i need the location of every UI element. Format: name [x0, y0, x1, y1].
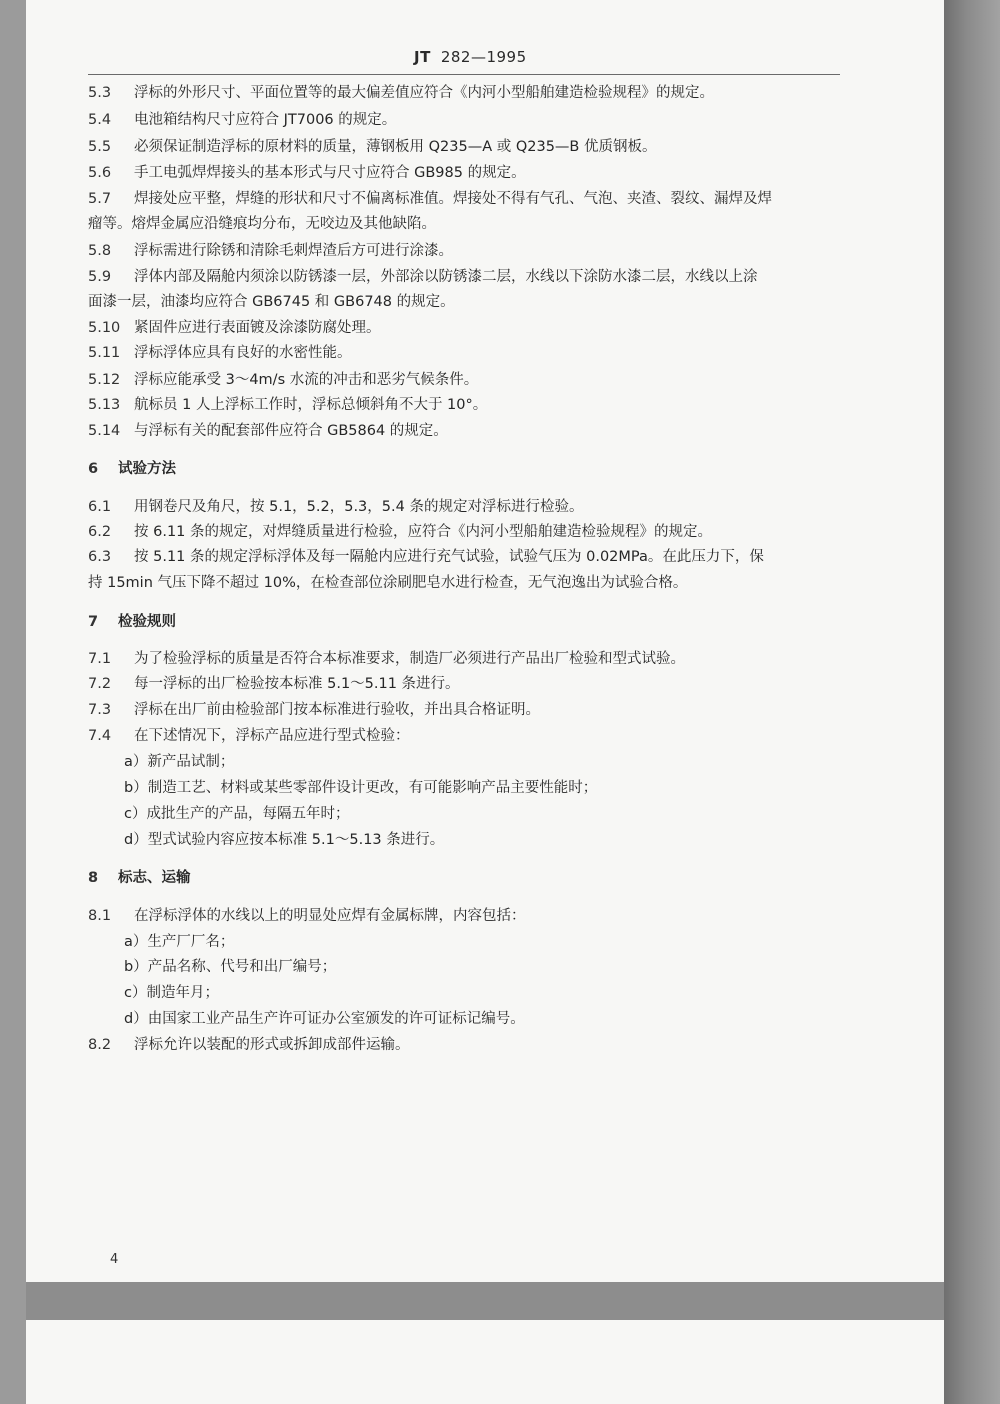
- clause-number: 5.3: [88, 85, 112, 101]
- clause-text: c）制造年月；: [124, 985, 219, 1001]
- clause-line: [88, 343, 352, 363]
- page-number: 4: [110, 1252, 119, 1267]
- clause-number: 5.13: [88, 397, 121, 413]
- clause-line: [88, 267, 758, 287]
- list-item: [124, 778, 597, 798]
- clause-line: [88, 137, 656, 157]
- clause-line: [88, 906, 526, 926]
- clause-text: 按 6.11 条的规定，对焊缝质量进行检验，应符合《内河小型船舶建造检验规程》的规定。: [134, 524, 712, 540]
- clause-line: [88, 674, 460, 694]
- clause-line: [88, 241, 453, 261]
- clause-number: 5.11: [88, 345, 121, 361]
- section-heading: [88, 612, 176, 632]
- clause-text: 与浮标有关的配套部件应符合 GB5864 的规定。: [134, 423, 448, 439]
- clause-number: 6: [88, 461, 99, 477]
- clause-text: 紧固件应进行表面镀及涂漆防腐处理。: [134, 320, 381, 336]
- clause-text: a）新产品试制；: [124, 754, 235, 770]
- clause-text: 标志、运输: [118, 870, 191, 886]
- clause-number: 7.3: [88, 702, 112, 718]
- clause-line: [88, 1035, 410, 1055]
- clause-line: [88, 700, 540, 720]
- clause-number: 7: [88, 614, 99, 630]
- clause-number: 5.10: [88, 320, 121, 336]
- clause-number: 5.8: [88, 243, 112, 259]
- list-item: [124, 830, 444, 850]
- clause-number: 7.4: [88, 728, 112, 744]
- list-item: [124, 932, 234, 952]
- list-item: [124, 1009, 525, 1029]
- clause-line: [88, 318, 381, 338]
- clause-number: 5.5: [88, 139, 112, 155]
- clause-text: d）由国家工业产品生产许可证办公室颁发的许可证标记编号。: [124, 1011, 525, 1027]
- header-rule: [88, 74, 840, 75]
- list-item: [124, 804, 349, 824]
- clause-number: 8.2: [88, 1037, 112, 1053]
- clause-text: 浮标需进行除锈和清除毛刺焊渣后方可进行涂漆。: [134, 243, 453, 259]
- clause-text: 面漆一层，油漆均应符合 GB6745 和 GB6748 的规定。: [88, 294, 455, 310]
- clause-text: 浮标在出厂前由检验部门按本标准进行验收，并出具合格证明。: [134, 702, 540, 718]
- clause-line: [88, 497, 583, 517]
- list-item: [124, 752, 234, 772]
- clause-line: [88, 421, 448, 441]
- clause-text: 手工电弧焊焊接头的基本形式与尺寸应符合 GB985 的规定。: [134, 165, 526, 181]
- clause-text: 试验方法: [118, 461, 176, 477]
- header-number: 282—1995: [440, 48, 527, 66]
- clause-text: c）成批生产的产品，每隔五年时；: [124, 806, 350, 822]
- clause-text: 在下述情况下，浮标产品应进行型式检验：: [134, 728, 410, 744]
- clause-number: 5.4: [88, 112, 112, 128]
- clause-text: 每一浮标的出厂检验按本标准 5.1～5.11 条进行。: [134, 676, 460, 692]
- clause-number: 5.12: [88, 372, 121, 388]
- clause-number: 5.14: [88, 423, 121, 439]
- clause-line: [88, 370, 478, 390]
- clause-text: 在浮标浮体的水线以上的明显处应焊有金属标牌，内容包括：: [134, 908, 526, 924]
- clause-line: [88, 292, 455, 312]
- clause-text: 必须保证制造浮标的原材料的质量，薄钢板用 Q235—A 或 Q235—B 优质钢板。: [134, 139, 657, 155]
- clause-number: 7.2: [88, 676, 112, 692]
- header-code: JT: [414, 48, 431, 66]
- next-page-preview: [26, 1320, 944, 1404]
- clause-text: 瘤等。熔焊金属应沿缝痕均分布，无咬边及其他缺陷。: [88, 216, 436, 232]
- clause-number: 5.9: [88, 269, 112, 285]
- clause-text: 电池箱结构尺寸应符合 JT7006 的规定。: [134, 112, 397, 128]
- page-header: [414, 48, 527, 66]
- clause-line: [88, 214, 436, 234]
- clause-line: [88, 547, 764, 567]
- viewer-scroll-gutter[interactable]: [944, 0, 1000, 1404]
- section-heading: [88, 868, 191, 888]
- clause-number: 6.3: [88, 549, 112, 565]
- clause-number: 5.7: [88, 191, 112, 207]
- clause-number: 6.2: [88, 524, 112, 540]
- clause-text: 航标员 1 人上浮标工作时，浮标总倾斜角不大于 10°。: [134, 397, 488, 413]
- clause-number: 8.1: [88, 908, 112, 924]
- clause-text: d）型式试验内容应按本标准 5.1～5.13 条进行。: [124, 832, 445, 848]
- clause-text: 浮标浮体应具有良好的水密性能。: [134, 345, 352, 361]
- clause-line: [88, 395, 487, 415]
- clause-line: [88, 726, 410, 746]
- clause-number: 8: [88, 870, 99, 886]
- clause-text: 浮标允许以装配的形式或拆卸成部件运输。: [134, 1037, 410, 1053]
- clause-line: [88, 522, 712, 542]
- clause-text: a）生产厂厂名；: [124, 934, 235, 950]
- clause-line: [88, 163, 526, 183]
- clause-text: 浮标应能承受 3～4m/s 水流的冲击和恶劣气候条件。: [134, 372, 479, 388]
- clause-text: 用钢卷尺及角尺，按 5.1，5.2，5.3，5.4 条的规定对浮标进行检验。: [134, 499, 584, 515]
- clause-line: [88, 189, 772, 209]
- clause-number: 7.1: [88, 651, 112, 667]
- section-heading: [88, 459, 176, 479]
- clause-text: 浮体内部及隔舱内须涂以防锈漆一层，外部涂以防锈漆二层，水线以下涂防水漆二层，水线以上涂: [134, 269, 758, 285]
- clause-text: 浮标的外形尺寸、平面位置等的最大偏差值应符合《内河小型船舶建造检验规程》的规定。: [134, 85, 714, 101]
- viewer-left-margin: [0, 0, 26, 1404]
- clause-text: b）制造工艺、材料或某些零部件设计更改，有可能影响产品主要性能时；: [124, 780, 598, 796]
- clause-text: 持 15min 气压下降不超过 10%，在检查部位涂刷肥皂水进行检查，无气泡逸出为试验合格。: [88, 575, 688, 591]
- clause-text: 检验规则: [118, 614, 176, 630]
- list-item: [124, 957, 336, 977]
- clause-line: [88, 649, 685, 669]
- document-page: [26, 0, 944, 1282]
- clause-line: [88, 83, 714, 103]
- list-item: [124, 983, 219, 1003]
- clause-line: [88, 110, 396, 130]
- clause-number: 6.1: [88, 499, 112, 515]
- clause-text: 焊接处应平整，焊缝的形状和尺寸不偏离标准值。焊接处不得有气孔、气泡、夹渣、裂纹、漏焊及焊: [134, 191, 772, 207]
- clause-text: b）产品名称、代号和出厂编号；: [124, 959, 337, 975]
- clause-number: 5.6: [88, 165, 112, 181]
- clause-text: 按 5.11 条的规定浮标浮体及每一隔舱内应进行充气试验，试验气压为 0.02MPa。在此压力下，保: [134, 549, 764, 565]
- clause-text: 为了检验浮标的质量是否符合本标准要求，制造厂必须进行产品出厂检验和型式试验。: [134, 651, 685, 667]
- clause-line: [88, 573, 687, 593]
